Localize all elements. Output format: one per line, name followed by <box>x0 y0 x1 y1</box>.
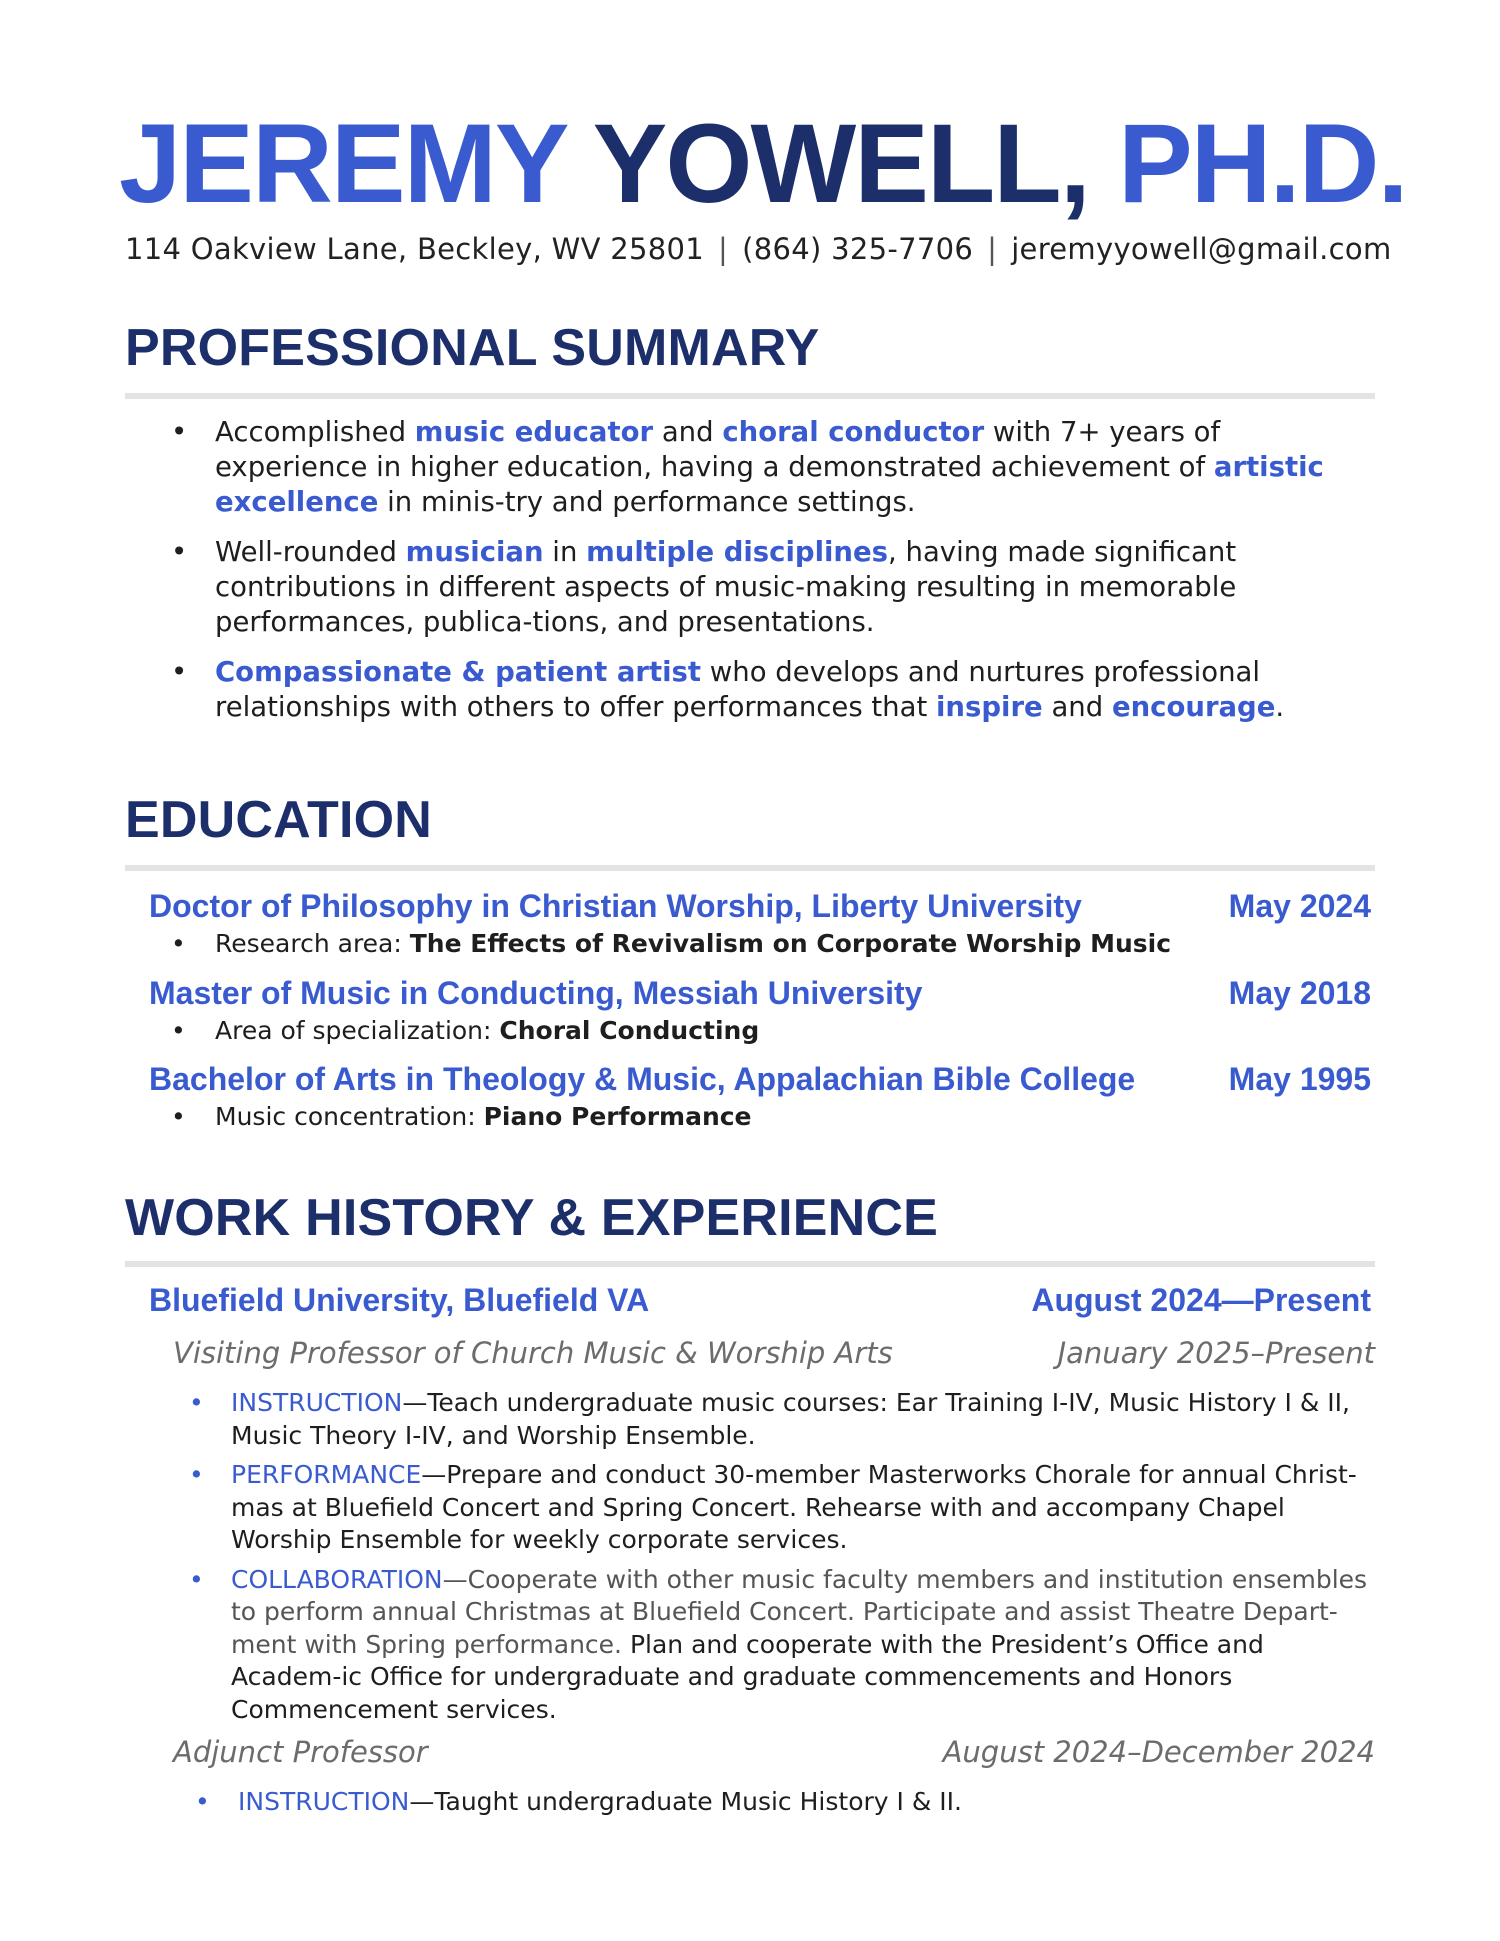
role-row <box>173 1735 1375 1769</box>
summary-text: , having made significant contributions in different aspects of music-making resulting in memorable performances, publica-tions, and presentations. <box>215 536 1237 638</box>
duty-item <box>125 1387 1375 1452</box>
summary-text: . <box>1275 691 1285 723</box>
summary-text: Accomplished <box>215 416 415 448</box>
detail-value: The Effects of Revivalism on Corporate Worship Music <box>409 929 1172 958</box>
summary-item <box>125 535 1380 640</box>
highlight: encourage <box>1111 691 1276 723</box>
summary-item <box>125 655 1380 725</box>
separator: | <box>718 232 729 266</box>
detail-label: Research area: <box>215 929 410 958</box>
bullet: • <box>195 1787 210 1816</box>
degree: Doctor of Philosophy in Christian Worship, Liberty University <box>149 888 1082 924</box>
duty-text: Plan and cooperate with the President’s Office and Academ-ic Office for undergraduate and graduate commencements and Honors Commencement services. <box>231 1629 1264 1724</box>
duty-item <box>125 1786 1382 1819</box>
work-heading: WORK HISTORY & EXPERIENCE <box>125 1189 939 1247</box>
first-name: JEREMY <box>119 101 566 226</box>
degree-date: May 2018 <box>1228 975 1371 1011</box>
duty-list <box>125 1387 1375 1733</box>
employer-dates: August 2024—Present <box>1031 1282 1371 1318</box>
degree-date: May 2024 <box>1228 888 1371 924</box>
role-title: Visiting Professor of Church Music & Worship Arts <box>173 1336 893 1370</box>
summary-text: Well-rounded <box>215 536 406 568</box>
section-divider <box>125 865 1375 871</box>
role-dates: August 2024–December 2024 <box>942 1735 1375 1769</box>
degree: Bachelor of Arts in Theology & Music, Appalachian Bible College <box>149 1061 1136 1097</box>
summary-text: with 7+ years of experience in higher education, having a demonstrated achievement of <box>215 416 1221 483</box>
detail-value: Choral Conducting <box>499 1016 760 1045</box>
summary-text: in minis-try and performance settings. <box>378 486 916 518</box>
bullet: • <box>189 1564 204 1594</box>
degree-date: May 1995 <box>1228 1061 1371 1097</box>
detail-label: Music concentration: <box>215 1102 484 1131</box>
summary-text: and <box>653 416 723 448</box>
duty-tag: INSTRUCTION <box>231 1388 403 1417</box>
highlight: choral conductor <box>722 416 985 448</box>
section-divider <box>125 393 1375 399</box>
highlight: multiple disciplines <box>586 536 889 568</box>
education-heading: EDUCATION <box>125 791 433 849</box>
bullet: • <box>171 1016 186 1045</box>
address: 114 Oakview Lane, Beckley, WV 25801 <box>125 232 705 266</box>
credential: PH.D. <box>1117 101 1407 226</box>
detail-value: Piano Performance <box>483 1102 752 1131</box>
bullet: • <box>171 1102 186 1131</box>
summary-list <box>125 415 1375 740</box>
summary-item <box>125 415 1380 520</box>
duty-text: —Teach undergraduate music courses: Ear Training I-IV, Music History I & II, Music Theory I-IV, and Worship Ensemble. <box>231 1388 1350 1450</box>
duty-text: —Prepare and conduct 30-member Masterworks Chorale for annual Christ-mas at Bluefield Concert and Spring Concert. Rehearse with and accompany Chapel Worship Ensemble for weekly corporate services. <box>231 1460 1357 1554</box>
duty-item <box>125 1459 1375 1557</box>
contact-line <box>125 232 1392 266</box>
education-entry <box>149 975 1375 1045</box>
duty-item <box>125 1564 1375 1727</box>
separator: | <box>987 232 998 266</box>
duty-tag: COLLABORATION <box>231 1564 443 1594</box>
phone: (864) 325-7706 <box>742 232 974 266</box>
candidate-name <box>119 101 1407 226</box>
highlight: music educator <box>414 416 654 448</box>
duty-text: —Taught undergraduate Music History I & II. <box>409 1787 962 1816</box>
highlight: inspire <box>936 691 1043 723</box>
role-dates: January 2025–Present <box>1057 1336 1375 1370</box>
highlight: artistic excellence <box>215 451 1324 518</box>
duty-tag: PERFORMANCE <box>231 1460 422 1489</box>
bullet: • <box>171 416 188 448</box>
bullet: • <box>171 656 188 688</box>
section-divider <box>125 1261 1375 1267</box>
summary-text: who develops and nurtures professional relationships with others to offer performances that <box>215 656 1261 723</box>
education-entry <box>149 888 1375 958</box>
summary-heading: PROFESSIONAL SUMMARY <box>125 319 820 377</box>
highlight: musician <box>405 536 544 568</box>
last-name: YOWELL, <box>592 101 1089 226</box>
duty-list <box>125 1786 1375 1826</box>
bullet: • <box>189 1460 204 1489</box>
duty-tag: INSTRUCTION <box>238 1787 410 1816</box>
summary-text: and <box>1042 691 1112 723</box>
bullet: • <box>171 536 188 568</box>
employer: Bluefield University, Bluefield VA <box>149 1282 650 1318</box>
bullet: • <box>189 1388 204 1417</box>
detail-label: Area of specialization: <box>215 1016 500 1045</box>
degree: Master of Music in Conducting, Messiah University <box>149 975 923 1011</box>
summary-text: in <box>543 536 587 568</box>
employer-row <box>149 1282 1371 1319</box>
education-entry <box>149 1061 1375 1131</box>
email: jeremyyowell@gmail.com <box>1011 232 1392 266</box>
bullet: • <box>171 929 186 958</box>
role-title: Adjunct Professor <box>173 1735 428 1769</box>
role-row <box>173 1336 1375 1370</box>
highlight: Compassionate & patient artist <box>215 656 702 688</box>
duty-text: —Cooperate with other music faculty members and institution ensembles to perform annual Christmas at Bluefield Concert. Participate and assist Theatre Depart-ment with Spring performance. <box>231 1564 1368 1659</box>
